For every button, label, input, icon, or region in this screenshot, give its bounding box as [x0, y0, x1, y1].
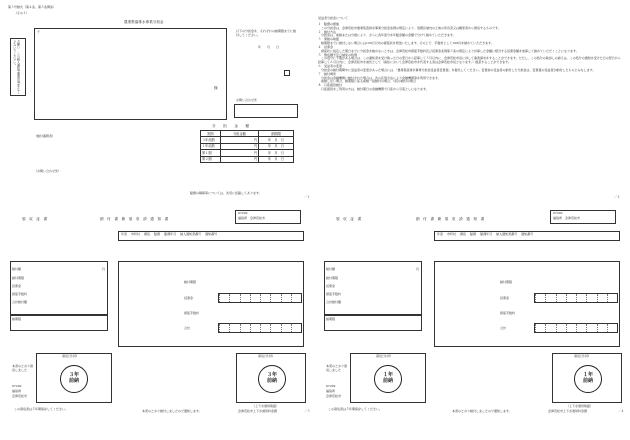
- postal-code: 07202: [238, 211, 248, 215]
- yen-unit: 円: [416, 267, 420, 271]
- three-year-seal-right: [258, 365, 286, 393]
- city-small-2: 会津若松市: [326, 394, 342, 398]
- right-note: （上下水道局取扱）: [252, 404, 280, 408]
- row-due: 年 月 日: [259, 137, 294, 143]
- notice-title: 農業集落排水事業分担金: [124, 20, 164, 24]
- sub-label: 納付期限: [500, 280, 513, 284]
- inquiry-label: お問い合わせ先: [236, 98, 258, 102]
- left-row-label: 納期限: [12, 317, 22, 321]
- notice-date: 年 月 日: [258, 45, 280, 49]
- explanation-line: 督促状に指定した期日までに分担金を納めないときは、会津若松市督促手数料及び延滞金条例第３条の規定により計算した金額に相当する延滞金額を加算して納めていただくことになります。: [318, 48, 579, 53]
- left-row-label: 納付額: [12, 267, 22, 271]
- explanation-line: 分担金は金融機関に納付された場合は、次の区別方法により金融機関等を利用できます。: [318, 75, 441, 80]
- three-year-seal: [60, 365, 88, 393]
- payment-slip-3yr: [0, 205, 315, 440]
- left-row-label: 延滞金: [12, 284, 22, 288]
- row-due: 年 月 日: [259, 156, 294, 162]
- col-amount: 分担金額: [221, 131, 259, 137]
- explanation-line: 分担金は、前納または分割により、さらに各年度分を年賦金額の金額で分けて納めていただきます。: [318, 33, 456, 38]
- amount-grid: [218, 323, 302, 333]
- inquiry-bottom: （お問い合わせ先）: [34, 169, 62, 173]
- yen-unit: 円: [253, 150, 257, 155]
- slip-title: 納 付 書 兼 領 収 済 通 知 書: [416, 217, 485, 221]
- table-row: [201, 156, 294, 162]
- row-due: 年 月 日: [259, 143, 294, 149]
- city-small: 福島県: [12, 389, 22, 393]
- seal-year: １年: [582, 372, 593, 378]
- left-note: 本書のとおり領収しました: [326, 364, 348, 372]
- city-label: 福島県 会津若松市: [238, 216, 266, 220]
- explanation-line: ３ 滞納の取扱: [318, 37, 340, 42]
- explanation-line: １ 賦課の根拠: [318, 22, 340, 26]
- code-cell: 市町村: [131, 232, 141, 236]
- code-cell: 通知番号: [521, 232, 534, 236]
- code-cell: 年度: [437, 232, 444, 236]
- one-year-seal: [374, 365, 402, 393]
- receipt-label: 領 収 証 書: [22, 217, 48, 221]
- yen-unit: 円: [253, 157, 257, 162]
- explanation-line: ４ 延滞金: [318, 44, 334, 49]
- left-row-label: 督促手数料: [12, 292, 28, 296]
- code-cell: 賦課: [154, 232, 161, 236]
- row-period: 第１期: [201, 150, 221, 156]
- explanation-heading: 受益者分担金について: [318, 16, 348, 20]
- explanation-line: 納期限までに納付しない場合には120日以内の督促状を発送いたします。その上で、手数料として100円を納めていただきます。: [318, 41, 494, 46]
- yen-unit: 円: [102, 267, 106, 271]
- seal-word: 前納: [382, 378, 393, 385]
- notice-text: 以下の分担金を、それぞれの納期限までに納付してください。: [236, 29, 297, 37]
- stamp-head: 領収日付印: [62, 354, 78, 358]
- stamp-head: 領収日付印: [258, 354, 274, 358]
- code-cell: 課設: [460, 232, 467, 236]
- payer-label: （納付義務者）: [34, 134, 56, 138]
- left-row-label: 合計納付額: [326, 300, 342, 304]
- amount-grid: [534, 323, 618, 333]
- explanation-line: 分担金の納付期間中に受益者の変更があった場合には、「農業集落排水事業分担金受益者変更届」を提出してください。変更前の受益者の納付した分担金は、変更後の受益者が納付したものとみなします。: [318, 67, 596, 72]
- yen-unit: 円: [253, 144, 257, 149]
- middle-table: [118, 261, 304, 347]
- center-note: 本書のとおり納付しましたので通知します。: [452, 409, 512, 413]
- postal-code: 07202: [553, 211, 563, 215]
- stamp-head: 領収日付印: [574, 354, 590, 358]
- code-cell: 賦課年月: [480, 232, 493, 236]
- seal-word: 前納: [68, 378, 79, 385]
- sub-label: 督促手数料: [500, 311, 516, 315]
- stamp-head: 領収日付印: [376, 354, 392, 358]
- sama-label: 様: [214, 86, 218, 90]
- postal-mark: 〒: [37, 30, 41, 34]
- inquiry-box: [234, 104, 298, 118]
- seal-year: １年: [382, 372, 393, 378]
- explanation-line: ５ 徴収猶予及び減免の特例: [318, 52, 358, 57]
- seal-word: 前納: [266, 378, 277, 385]
- right-small: 会津若松市上下水道局料金課: [548, 409, 588, 413]
- code-cell: 賦課: [470, 232, 477, 236]
- row-due: 年 月 日: [259, 150, 294, 156]
- side-warning: お願い この納入通知書兼領収書をなくさないでください。: [12, 40, 21, 94]
- row-period: １年前納: [201, 143, 221, 149]
- code-cell: 納入通知書番号: [180, 232, 202, 236]
- amount-grid: [218, 293, 302, 303]
- zip-small: 07202: [326, 384, 336, 388]
- code-cell: 通知番号: [205, 232, 218, 236]
- seal-word: 前納: [582, 378, 593, 385]
- page-number-4: ／４: [618, 409, 625, 413]
- code-header-cells: [121, 233, 217, 237]
- center-note: 本書のとおり納付しましたので通知します。: [142, 409, 202, 413]
- seal-square: [284, 70, 290, 76]
- sub-label: 延滞金: [184, 296, 194, 300]
- left-row-label: 延滞金: [326, 284, 336, 288]
- left-table: [324, 261, 422, 315]
- left-note: 本書のとおり領収しました: [12, 364, 34, 372]
- row-period: 第２期: [201, 156, 221, 162]
- sub-label: 督促手数料: [184, 311, 200, 315]
- seal-year: ３年: [68, 372, 79, 378]
- right-note: （上下水道局取扱）: [566, 404, 594, 408]
- code-cell: 市町村: [447, 232, 457, 236]
- one-year-seal-right: [574, 365, 602, 393]
- sub-label: 延滞金: [500, 296, 510, 300]
- code-cell: 賦課年月: [164, 232, 177, 236]
- col-due: 納期限: [259, 131, 294, 137]
- code-header-cells: [437, 233, 533, 237]
- sub-label: 納付期限: [184, 280, 197, 284]
- page-number-1: ／１: [304, 195, 311, 199]
- left-row-label: 督促手数料: [326, 292, 342, 296]
- left-table: [10, 261, 108, 315]
- col-period: 期別: [201, 131, 221, 137]
- city-small-2: 会津若松市: [12, 394, 28, 398]
- explanation-line: ６ 受益者の変更: [318, 64, 343, 69]
- left-due-box: [324, 315, 422, 331]
- sheet-number: （その１）: [14, 11, 30, 15]
- bottom-note: この領収書は５年間保存してください。: [14, 407, 69, 411]
- notice-footer: 賦課の積算等については、次頁に記載してあります。: [190, 191, 262, 195]
- explanation-line: 前納しない場合、納期限に係る前納一括納付の場合、1回の納付の場合: [318, 79, 416, 84]
- page-number-2: ／２: [614, 195, 621, 199]
- code-cell: 納入通知書番号: [496, 232, 518, 236]
- receipt-label: 領 収 証 書: [336, 217, 362, 221]
- payment-slip-1yr: [312, 205, 630, 440]
- slip-title: 納 付 書 兼 領 収 済 通 知 書: [100, 217, 169, 221]
- page-number-3: ／３: [304, 409, 311, 413]
- city-label: 福島県 会津若松市: [553, 216, 581, 220]
- left-row-label: 納付期限: [12, 276, 25, 280]
- yen-unit: 円: [253, 138, 257, 143]
- explanation-line: ７ 納付場所: [318, 71, 337, 76]
- seal-year: ３年: [266, 372, 277, 378]
- left-row-label: 納期限: [326, 317, 336, 321]
- bottom-note: この領収書は５年間保存してください。: [328, 407, 383, 411]
- left-due-box: [10, 315, 108, 331]
- left-row-label: 合計納付額: [12, 300, 28, 304]
- address-box: [34, 28, 227, 120]
- explanation-line: この分担金は、会津若松市農業集落排水事業分担金条例の規定により、処理区域内の土地の所有者又は権原者から徴収するものです。: [318, 25, 501, 30]
- amount-grid: [534, 293, 618, 303]
- zip-small: 07202: [12, 384, 22, 388]
- code-cell: 課設: [144, 232, 151, 236]
- explanation-line: ２ 納付方法: [318, 29, 337, 34]
- explanation-line: ８ 口座振替納付: [318, 83, 343, 88]
- sub-label: 合計: [500, 326, 507, 330]
- city-small: 福島県: [326, 389, 336, 393]
- explanation-body: [318, 23, 622, 92]
- amount-table: [200, 130, 294, 163]
- code-cell: 年度: [121, 232, 128, 236]
- sub-label: 合計: [184, 326, 191, 330]
- explanation-line: この処分に不服がある場合は、この通知書を受け取った日の翌日から起算して３月以内に、会津若松市長に対して審査請求をすることができます。ただし、この処分の取消しの訴えは、この処分の通知を受けた日の翌日から起算して６月以内に、会津若松市を被告として（訴訟において会津若松市を代表する者は会津若松市長となります。）提起することができます。: [318, 56, 621, 65]
- row-amount: [221, 156, 259, 162]
- form-number: 第３号様式（第４条、第５条関係）: [8, 5, 57, 9]
- right-small: 会津若松市上下水道局料金課: [238, 409, 278, 413]
- explanation-line: 口座振替をご利用の方は、納付期日の金融機関で口座から引落としになります。: [318, 87, 429, 92]
- amount-table-title: 分 担 金 額: [212, 124, 252, 128]
- left-row-label: 納付期限: [326, 276, 339, 280]
- row-period: ３年前納: [201, 137, 221, 143]
- middle-table: [434, 261, 620, 347]
- left-row-label: 納付額: [326, 267, 336, 271]
